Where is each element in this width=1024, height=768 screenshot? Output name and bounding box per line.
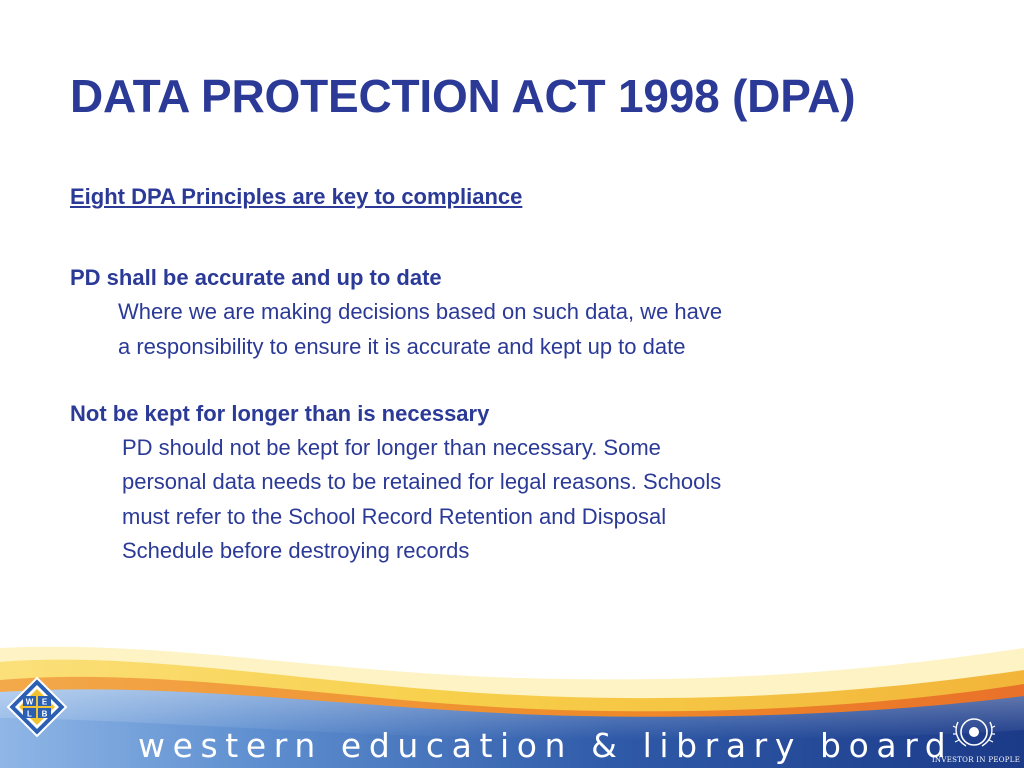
principle-text-line: personal data needs to be retained for legal reasons. Schools — [122, 469, 722, 494]
svg-text:B: B — [41, 709, 48, 719]
svg-text:W: W — [25, 697, 34, 707]
principle-text-line: Schedule before destroying records — [122, 538, 470, 563]
svg-text:E: E — [41, 697, 48, 707]
investor-in-people-icon — [944, 712, 1004, 756]
principle-text-line: PD should not be kept for longer than necessary. Some — [122, 435, 661, 460]
welb-logo-icon — [6, 676, 68, 738]
principle-heading: PD shall be accurate and up to date — [70, 265, 442, 290]
principle-text-line: a responsibility to ensure it is accurate and kept up to date — [118, 334, 686, 359]
investor-in-people-label: INVESTOR IN PEOPLE — [931, 756, 1021, 764]
principle-heading: Not be kept for longer than is necessary — [70, 401, 490, 426]
principle-text-line: Where we are making decisions based on such data, we have — [118, 299, 723, 324]
board-name: western education & library board — [138, 726, 954, 765]
slide-subtitle: Eight DPA Principles are key to compliance — [70, 184, 523, 209]
slide-title: DATA PROTECTION ACT 1998 (DPA) — [70, 70, 856, 122]
principle-text-line: must refer to the School Record Retention and Disposal — [122, 504, 667, 529]
svg-text:L: L — [27, 709, 32, 719]
